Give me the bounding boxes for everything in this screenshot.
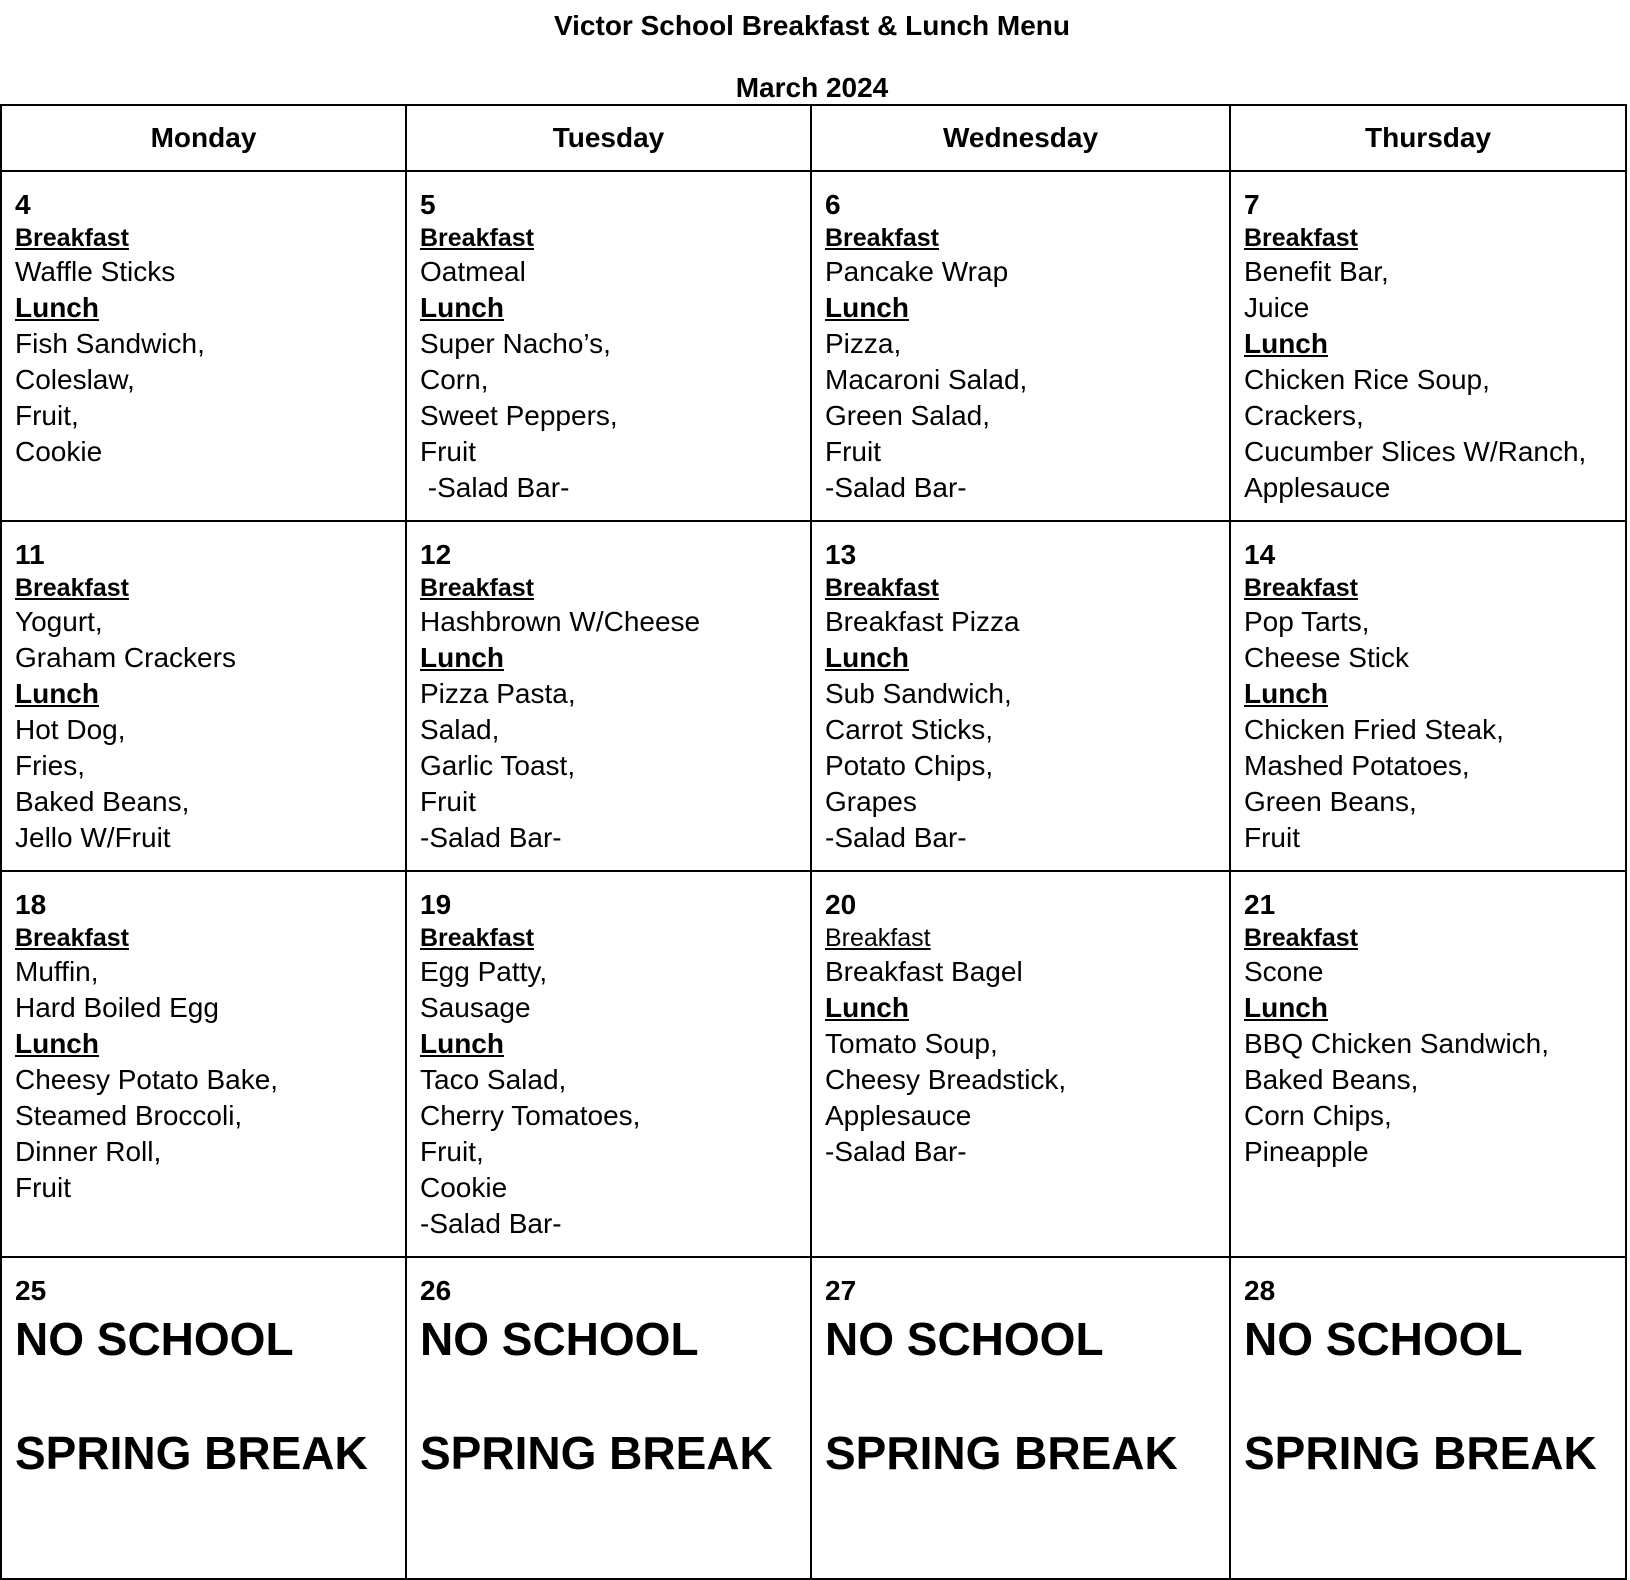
lunch-item: Applesauce xyxy=(825,1100,972,1131)
day-number: 21 xyxy=(1244,889,1276,920)
day-number: 27 xyxy=(825,1275,857,1306)
lunch-item: Cheesy Potato Bake, xyxy=(15,1064,279,1095)
day-number: 26 xyxy=(420,1275,452,1306)
day-cell-content xyxy=(812,1258,1229,1482)
lunch-item: Sub Sandwich, xyxy=(825,678,1012,709)
lunch-item: Dinner Roll, xyxy=(15,1136,162,1167)
lunch-heading: Lunch xyxy=(825,642,909,673)
column-header-thursday: Thursday xyxy=(1230,105,1626,171)
day-cell xyxy=(1,521,406,871)
lunch-heading: Lunch xyxy=(15,292,99,323)
day-cell-content xyxy=(2,172,405,470)
day-cell-content xyxy=(1231,172,1625,506)
day-cell-content xyxy=(1231,1258,1625,1482)
header-row xyxy=(1,105,1626,171)
breakfast-item: Scone xyxy=(1244,956,1324,987)
breakfast-heading: Breakfast xyxy=(825,224,939,252)
day-number: 14 xyxy=(1244,539,1276,570)
day-number: 6 xyxy=(825,189,841,220)
day-cell-content xyxy=(407,1258,810,1482)
lunch-item: Mashed Potatoes, xyxy=(1244,750,1470,781)
lunch-item: Cucumber Slices W/Ranch, xyxy=(1244,436,1587,467)
day-number: 12 xyxy=(420,539,452,570)
breakfast-heading: Breakfast xyxy=(15,224,129,252)
lunch-item: Macaroni Salad, xyxy=(825,364,1028,395)
lunch-item: Green Beans, xyxy=(1244,786,1417,817)
menu-calendar-table xyxy=(0,104,1627,1580)
day-cell xyxy=(406,871,811,1257)
week-row xyxy=(1,521,1626,871)
lunch-item: Fruit xyxy=(825,436,881,467)
week-row xyxy=(1,1257,1626,1579)
breakfast-item: Pop Tarts, xyxy=(1244,606,1370,637)
breakfast-item: Muffin, xyxy=(15,956,99,987)
no-school-notice: NO SCHOOL xyxy=(825,1313,1104,1365)
breakfast-heading: Breakfast xyxy=(1244,224,1358,252)
lunch-heading: Lunch xyxy=(420,1028,504,1059)
week-row xyxy=(1,171,1626,521)
day-number: 28 xyxy=(1244,1275,1276,1306)
day-cell xyxy=(811,871,1230,1257)
lunch-heading: Lunch xyxy=(420,642,504,673)
day-cell-content xyxy=(2,1258,405,1482)
lunch-item: Coleslaw, xyxy=(15,364,135,395)
lunch-item: Cookie xyxy=(15,436,103,467)
lunch-item: Cookie xyxy=(420,1172,508,1203)
day-cell-content xyxy=(1231,522,1625,856)
day-cell-content xyxy=(812,172,1229,506)
spring-break-notice: SPRING BREAK xyxy=(1244,1427,1597,1479)
day-number: 20 xyxy=(825,889,857,920)
lunch-item: Fruit, xyxy=(420,1136,484,1167)
week-row xyxy=(1,871,1626,1257)
lunch-heading: Lunch xyxy=(825,292,909,323)
breakfast-heading: Breakfast xyxy=(15,574,129,602)
day-cell-content xyxy=(812,872,1229,1170)
day-cell xyxy=(406,521,811,871)
day-cell xyxy=(811,171,1230,521)
lunch-item: Fries, xyxy=(15,750,85,781)
lunch-item: Cherry Tomatoes, xyxy=(420,1100,641,1131)
menu-month: March 2024 xyxy=(735,72,889,103)
lunch-item: Potato Chips, xyxy=(825,750,994,781)
lunch-heading: Lunch xyxy=(420,292,504,323)
spring-break-notice: SPRING BREAK xyxy=(420,1427,773,1479)
lunch-heading: Lunch xyxy=(15,1028,99,1059)
lunch-item: Super Nacho’s, xyxy=(420,328,611,359)
breakfast-item: Yogurt, xyxy=(15,606,103,637)
lunch-item: -Salad Bar- xyxy=(420,822,562,853)
day-cell-content xyxy=(407,172,810,506)
no-school-notice: NO SCHOOL xyxy=(1244,1313,1523,1365)
breakfast-item: Benefit Bar, xyxy=(1244,256,1389,287)
day-number: 13 xyxy=(825,539,857,570)
day-number: 25 xyxy=(15,1275,47,1306)
day-number: 11 xyxy=(15,539,45,570)
day-cell-content xyxy=(407,872,810,1242)
day-number: 19 xyxy=(420,889,452,920)
breakfast-item: Sausage xyxy=(420,992,531,1023)
lunch-item: Carrot Sticks, xyxy=(825,714,994,745)
day-cell xyxy=(811,1257,1230,1579)
day-cell xyxy=(406,1257,811,1579)
spring-break-notice: SPRING BREAK xyxy=(825,1427,1178,1479)
breakfast-heading: Breakfast xyxy=(1244,924,1358,952)
no-school-notice: NO SCHOOL xyxy=(420,1313,699,1365)
day-cell xyxy=(1230,1257,1626,1579)
lunch-item: Crackers, xyxy=(1244,400,1364,431)
lunch-item: Applesauce xyxy=(1244,472,1391,503)
lunch-item: -Salad Bar- xyxy=(420,472,570,503)
day-cell-content xyxy=(407,522,810,856)
day-cell xyxy=(406,171,811,521)
day-cell xyxy=(1230,871,1626,1257)
lunch-item: Hot Dog, xyxy=(15,714,126,745)
lunch-item: -Salad Bar- xyxy=(825,822,967,853)
lunch-heading: Lunch xyxy=(1244,678,1328,709)
lunch-item: Corn, xyxy=(420,364,489,395)
lunch-item: Baked Beans, xyxy=(15,786,190,817)
lunch-item: Corn Chips, xyxy=(1244,1100,1392,1131)
breakfast-item: Graham Crackers xyxy=(15,642,236,673)
lunch-item: Jello W/Fruit xyxy=(15,822,171,853)
lunch-item: Green Salad, xyxy=(825,400,990,431)
lunch-heading: Lunch xyxy=(1244,328,1328,359)
no-school-notice: NO SCHOOL xyxy=(15,1313,294,1365)
breakfast-heading: Breakfast xyxy=(825,574,939,602)
lunch-item: Chicken Fried Steak, xyxy=(1244,714,1504,745)
day-number: 18 xyxy=(15,889,47,920)
lunch-item: Fruit, xyxy=(15,400,79,431)
lunch-item: Steamed Broccoli, xyxy=(15,1100,243,1131)
column-header-tuesday: Tuesday xyxy=(406,105,811,171)
lunch-item: -Salad Bar- xyxy=(825,1136,967,1167)
lunch-item: Pizza Pasta, xyxy=(420,678,576,709)
day-cell-content xyxy=(1231,872,1625,1170)
lunch-item: Fruit xyxy=(420,786,476,817)
breakfast-item: Oatmeal xyxy=(420,256,526,287)
lunch-item: Taco Salad, xyxy=(420,1064,567,1095)
lunch-heading: Lunch xyxy=(1244,992,1328,1023)
day-cell xyxy=(811,521,1230,871)
lunch-item: Salad, xyxy=(420,714,500,745)
breakfast-item: Breakfast Bagel xyxy=(825,956,1023,987)
lunch-item: BBQ Chicken Sandwich, xyxy=(1244,1028,1550,1059)
day-cell xyxy=(1,1257,406,1579)
column-header-monday: Monday xyxy=(1,105,406,171)
lunch-heading: Lunch xyxy=(825,992,909,1023)
day-cell-content xyxy=(2,522,405,856)
day-number: 7 xyxy=(1244,189,1260,220)
page-title: Victor School Breakfast & Lunch Menu xyxy=(553,10,1071,41)
column-header-wednesday: Wednesday xyxy=(811,105,1230,171)
breakfast-item: Cheese Stick xyxy=(1244,642,1409,673)
breakfast-heading: Breakfast xyxy=(420,224,534,252)
lunch-item: Baked Beans, xyxy=(1244,1064,1419,1095)
day-number: 4 xyxy=(15,189,31,220)
breakfast-item: Egg Patty, xyxy=(420,956,548,987)
lunch-item: Fruit xyxy=(420,436,476,467)
lunch-item: -Salad Bar- xyxy=(420,1208,562,1239)
day-cell xyxy=(1230,521,1626,871)
lunch-item: Garlic Toast, xyxy=(420,750,576,781)
lunch-item: Fruit xyxy=(1244,822,1300,853)
day-cell-content xyxy=(812,522,1229,856)
breakfast-item: Juice xyxy=(1244,292,1310,323)
lunch-item: Fish Sandwich, xyxy=(15,328,205,359)
day-number: 5 xyxy=(420,189,436,220)
breakfast-item: Breakfast Pizza xyxy=(825,606,1020,637)
breakfast-heading: Breakfast xyxy=(825,924,931,952)
lunch-item: Chicken Rice Soup, xyxy=(1244,364,1490,395)
lunch-heading: Lunch xyxy=(15,678,99,709)
breakfast-heading: Breakfast xyxy=(420,924,534,952)
day-cell xyxy=(1,871,406,1257)
breakfast-item: Pancake Wrap xyxy=(825,256,1009,287)
day-cell-content xyxy=(2,872,405,1206)
breakfast-item: Hard Boiled Egg xyxy=(15,992,219,1023)
lunch-item: -Salad Bar- xyxy=(825,472,967,503)
breakfast-item: Waffle Sticks xyxy=(15,256,176,287)
lunch-item: Cheesy Breadstick, xyxy=(825,1064,1067,1095)
lunch-item: Sweet Peppers, xyxy=(420,400,618,431)
lunch-item: Pizza, xyxy=(825,328,902,359)
spring-break-notice: SPRING BREAK xyxy=(15,1427,368,1479)
lunch-item: Pineapple xyxy=(1244,1136,1369,1167)
breakfast-heading: Breakfast xyxy=(15,924,129,952)
lunch-item: Tomato Soup, xyxy=(825,1028,998,1059)
lunch-item: Fruit xyxy=(15,1172,71,1203)
day-cell xyxy=(1230,171,1626,521)
breakfast-item: Hashbrown W/Cheese xyxy=(420,606,701,637)
breakfast-heading: Breakfast xyxy=(1244,574,1358,602)
lunch-item: Grapes xyxy=(825,786,917,817)
breakfast-heading: Breakfast xyxy=(420,574,534,602)
day-cell xyxy=(1,171,406,521)
